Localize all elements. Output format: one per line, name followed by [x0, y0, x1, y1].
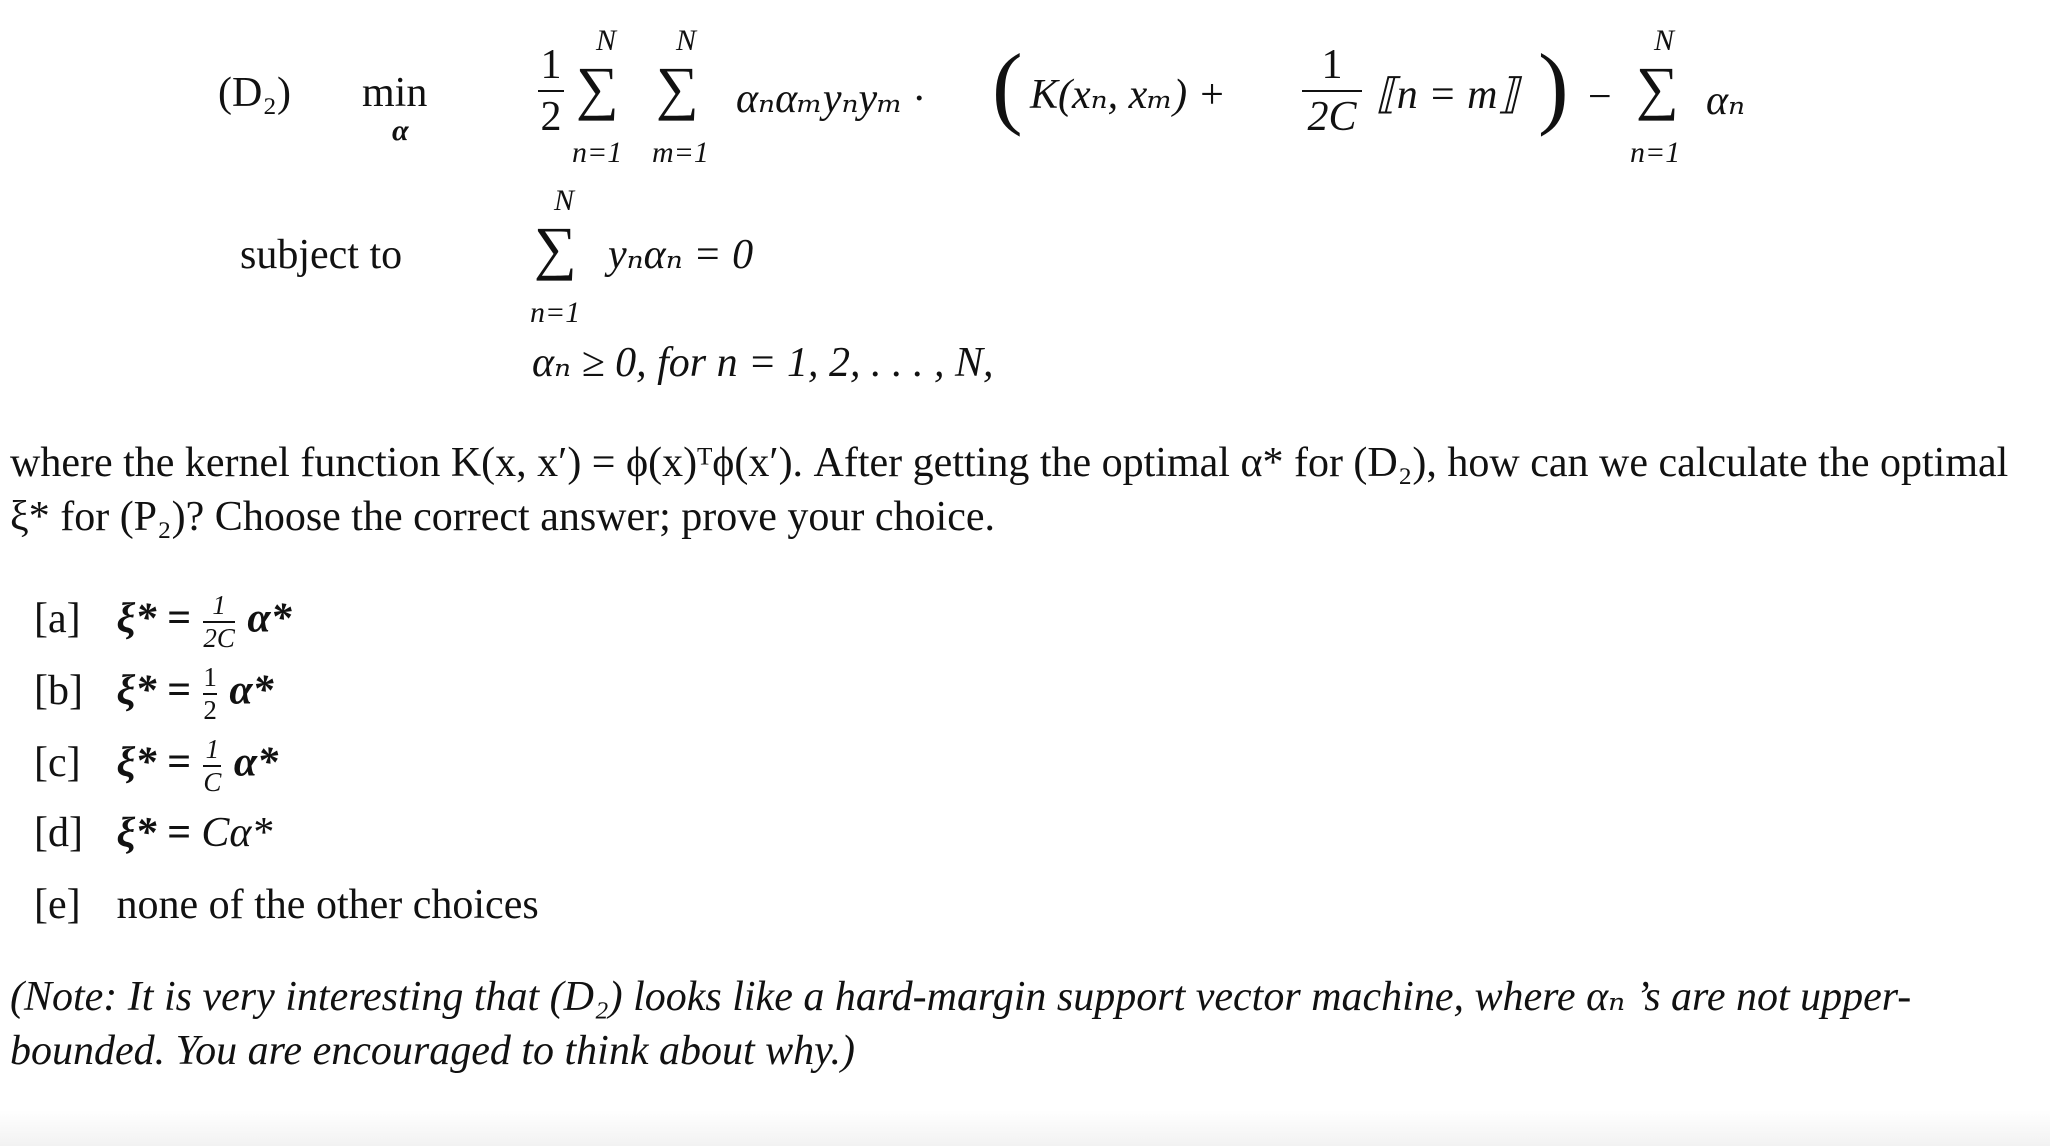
half-numerator: 1 — [540, 42, 562, 88]
constraint-sum-upper: N — [554, 184, 575, 217]
minus-sign: − — [1588, 74, 1612, 120]
last-sum-lower: n=1 — [1630, 136, 1681, 169]
half-denominator: 2 — [540, 94, 562, 140]
sum-m-upper: N — [676, 24, 697, 57]
note-text: (Note: It is very interesting that (D₂) looks like a hard-margin support vector machine, where αₙ ’s are not upper-bounded. You are encouraged to think about why.) — [10, 974, 1912, 1074]
option-fraction: $\frac{1}{2}$ — [203, 662, 217, 725]
option-rhs: α* — [229, 667, 274, 714]
option-label: [b] — [34, 667, 83, 714]
kernel-term: K(xₙ, xₘ) + — [1030, 72, 1226, 118]
option-label: [e] — [34, 882, 81, 928]
indicator-term: ⟦n = m⟧ — [1376, 72, 1519, 118]
option-a[interactable] — [34, 592, 292, 652]
sum-n-lower: n=1 — [572, 136, 623, 169]
sum-n-upper: N — [596, 24, 617, 57]
reg-denominator: 2C — [1307, 94, 1357, 140]
option-rhs: none of the other choices — [116, 882, 539, 928]
last-sum-sigma: ∑ — [1636, 55, 1679, 121]
question-text: where the kernel function K(x, x′) = ϕ(x)ᵀϕ(x′). After getting the optimal α* for (D₂), how can we calculate the optimal ξ* for (P₂)? Choose the correct answer; prove your choice. — [10, 440, 2009, 540]
dual-problem-label: (D₂) — [218, 70, 291, 116]
option-lhs: ξ* = — [116, 810, 191, 856]
constraint-sum-sigma: ∑ — [534, 215, 577, 281]
objective-term: αₙαₘyₙyₘ · — [736, 76, 924, 122]
half-fraction — [538, 44, 564, 138]
min-variable: α — [392, 114, 409, 147]
subject-to-label: subject to — [240, 232, 403, 278]
option-rhs: α* — [233, 739, 279, 786]
option-lhs: ξ* = — [116, 739, 191, 786]
open-paren: ( — [992, 35, 1023, 137]
nonnegativity-constraint: αₙ ≥ 0, for n = 1, 2, . . . , N, — [532, 340, 994, 386]
option-label: [c] — [34, 739, 81, 786]
option-fraction: $\frac{1}{C}$ — [203, 734, 222, 797]
min-operator: min — [362, 70, 428, 116]
option-e[interactable] — [34, 884, 539, 926]
bottom-fade — [0, 1110, 2050, 1146]
close-paren: ) — [1538, 35, 1569, 137]
sum-m-sigma: ∑ — [656, 55, 699, 121]
last-sum-upper: N — [1654, 24, 1675, 57]
option-label: [a] — [34, 595, 81, 642]
constraint-sum-lower: n=1 — [530, 296, 581, 329]
option-c[interactable] — [34, 736, 278, 796]
option-rhs: Cα* — [201, 810, 273, 856]
equality-constraint: yₙαₙ = 0 — [608, 232, 754, 278]
reg-fraction — [1302, 44, 1362, 138]
sum-n-sigma: ∑ — [576, 55, 619, 121]
option-label: [d] — [34, 810, 83, 856]
option-lhs: ξ* = — [116, 667, 191, 714]
option-b[interactable] — [34, 664, 274, 724]
option-rhs: α* — [247, 595, 292, 642]
option-fraction: $\frac{1}{2C}$ — [203, 590, 235, 653]
last-sum-term: αₙ — [1706, 78, 1746, 124]
option-lhs: ξ* = — [116, 595, 191, 642]
reg-numerator: 1 — [1321, 42, 1343, 88]
option-d[interactable] — [34, 812, 272, 854]
sum-m-lower: m=1 — [652, 136, 709, 169]
